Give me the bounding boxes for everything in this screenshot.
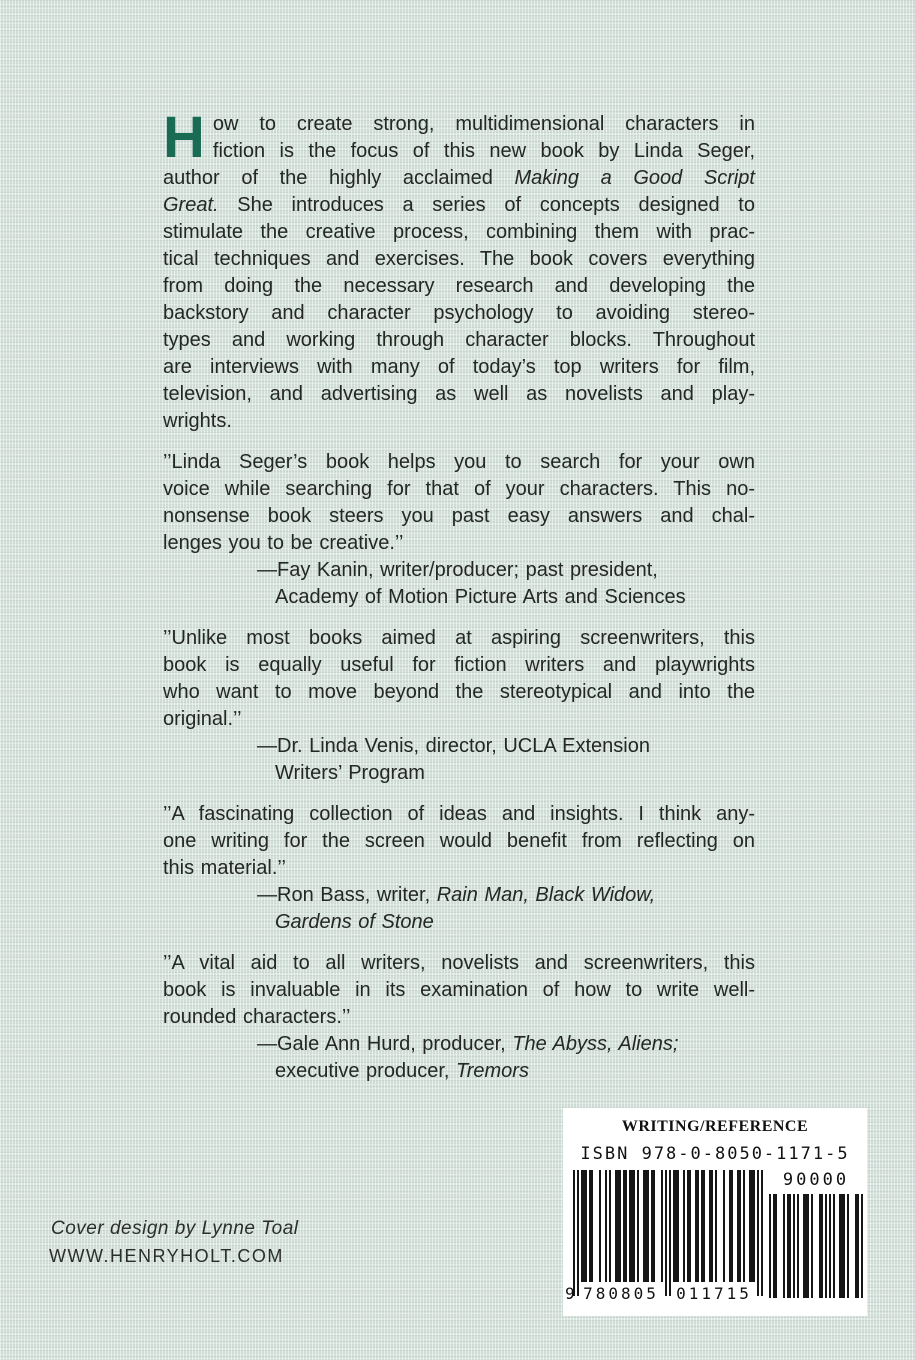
text-run: stimulate the creative process, combining them with prac-	[163, 221, 755, 243]
text-run: Academy of Motion Picture Arts and Sciences	[275, 586, 686, 608]
quote-line	[163, 679, 755, 706]
barcode-box	[563, 1108, 867, 1316]
quote-line	[163, 530, 755, 557]
quote-line	[163, 706, 755, 733]
intro-line	[163, 219, 755, 246]
intro-line	[163, 354, 755, 381]
quote-attribution-line	[257, 882, 755, 909]
italic-text-run: Gardens of Stone	[275, 911, 434, 933]
text-run: original.’’	[163, 708, 242, 730]
quote-line	[163, 801, 755, 828]
quote-line	[163, 1004, 755, 1031]
dropcap-letter: H	[163, 105, 204, 170]
quote-block	[163, 449, 755, 611]
text-run: this material.’’	[163, 857, 286, 879]
text-run: rounded characters.’’	[163, 1006, 351, 1028]
text-run: nonsense book steers you past easy answers and chal-	[163, 505, 755, 527]
text-run: —Gale Ann Hurd, producer,	[257, 1033, 513, 1055]
intro-line	[163, 246, 755, 273]
quote-block	[163, 950, 755, 1085]
intro-line	[163, 192, 755, 219]
intro-line	[163, 165, 755, 192]
intro-line	[163, 273, 755, 300]
italic-text-run: Great.	[163, 194, 219, 216]
text-run: one writing for the screen would benefit from reflecting on	[163, 830, 755, 852]
text-run: ow to create strong, multidimensional characters in	[212, 113, 755, 135]
text-run: ’’A fascinating collection of ideas and insights. I think any-	[163, 803, 755, 825]
intro-line	[163, 111, 755, 138]
text-run: are interviews with many of today’s top writers for film,	[163, 356, 755, 378]
text-run: tical techniques and exercises. The book covers everything	[163, 248, 755, 270]
text-run: who want to move beyond the stereotypical and into the	[163, 681, 755, 703]
quote-line	[163, 476, 755, 503]
italic-text-run: The Abyss, Aliens;	[512, 1033, 679, 1055]
quote-attribution-line	[275, 1058, 755, 1085]
quote-attribution-line	[257, 733, 755, 760]
price-code: 90000	[782, 1170, 850, 1190]
italic-text-run: Making a Good Script	[514, 167, 755, 189]
text-run: book is equally useful for fiction writers and playwrights	[163, 654, 755, 676]
quote-attribution-line	[257, 557, 755, 584]
quote-attribution-line	[257, 1031, 755, 1058]
text-run: fiction is the focus of this new book by Linda Seger,	[212, 140, 755, 162]
quote-line	[163, 625, 755, 652]
text-run: ’’A vital aid to all writers, novelists and screenwriters, this	[163, 952, 755, 974]
text-run: executive producer,	[275, 1060, 456, 1082]
intro-line	[163, 138, 755, 165]
italic-text-run: Tremors	[456, 1060, 529, 1082]
text-run: book is invaluable in its examination of how to write well-	[163, 979, 755, 1001]
text-run: television, and advertising as well as novelists and play-	[163, 383, 755, 405]
quote-attribution-line	[275, 760, 755, 787]
category-label: WRITING/REFERENCE	[621, 1118, 809, 1135]
text-run: from doing the necessary research and developing the	[163, 275, 755, 297]
quote-block	[163, 801, 755, 936]
intro-line	[163, 381, 755, 408]
text-run: She introduces a series of concepts designed to	[218, 194, 755, 216]
text-run: lenges you to be creative.’’	[163, 532, 404, 554]
quote-block	[163, 625, 755, 787]
intro-line	[163, 327, 755, 354]
quote-line	[163, 652, 755, 679]
review-quotes	[163, 449, 755, 1085]
quote-attribution-line	[275, 909, 755, 936]
quote-line	[163, 977, 755, 1004]
text-run: author of the highly acclaimed	[163, 167, 515, 189]
ean13-barcode	[573, 1170, 763, 1298]
text-run: —Dr. Linda Venis, director, UCLA Extension	[257, 735, 650, 757]
barcode-digits-left: 780805	[583, 1284, 659, 1303]
text-run: ’’Linda Seger’s book helps you to search for your own	[163, 451, 755, 473]
text-run: —Fay Kanin, writer/producer; past president,	[257, 559, 658, 581]
quote-line	[163, 449, 755, 476]
italic-text-run: Rain Man, Black Widow,	[436, 884, 656, 906]
quote-line	[163, 950, 755, 977]
text-run: Writers’ Program	[275, 762, 425, 784]
text-run: ’’Unlike most books aimed at aspiring screenwriters, this	[163, 627, 755, 649]
text-run: voice while searching for that of your characters. This no-	[163, 478, 755, 500]
text-run: wrights.	[163, 410, 232, 432]
quote-line	[163, 503, 755, 530]
intro-line	[163, 408, 755, 435]
quote-attribution-line	[275, 584, 755, 611]
ean5-supplement-barcode	[769, 1194, 863, 1300]
barcode-digits-right: 011715	[676, 1284, 752, 1303]
isbn-label: ISBN 978-0-8050-1171-5	[580, 1144, 850, 1164]
publisher-website: WWW.HENRYHOLT.COM	[49, 1246, 284, 1266]
barcode-digit-first: 9	[565, 1284, 575, 1303]
text-run: backstory and character psychology to avoiding stereo-	[163, 302, 755, 324]
text-run: —Ron Bass, writer,	[257, 884, 437, 906]
intro-line	[163, 300, 755, 327]
intro-paragraph	[163, 105, 755, 435]
quote-line	[163, 855, 755, 882]
cover-design-credit: Cover design by Lynne Toal	[51, 1218, 299, 1239]
text-run: types and working through character blocks. Throughout	[163, 329, 755, 351]
back-cover-text-column	[163, 105, 755, 1099]
quote-line	[163, 828, 755, 855]
